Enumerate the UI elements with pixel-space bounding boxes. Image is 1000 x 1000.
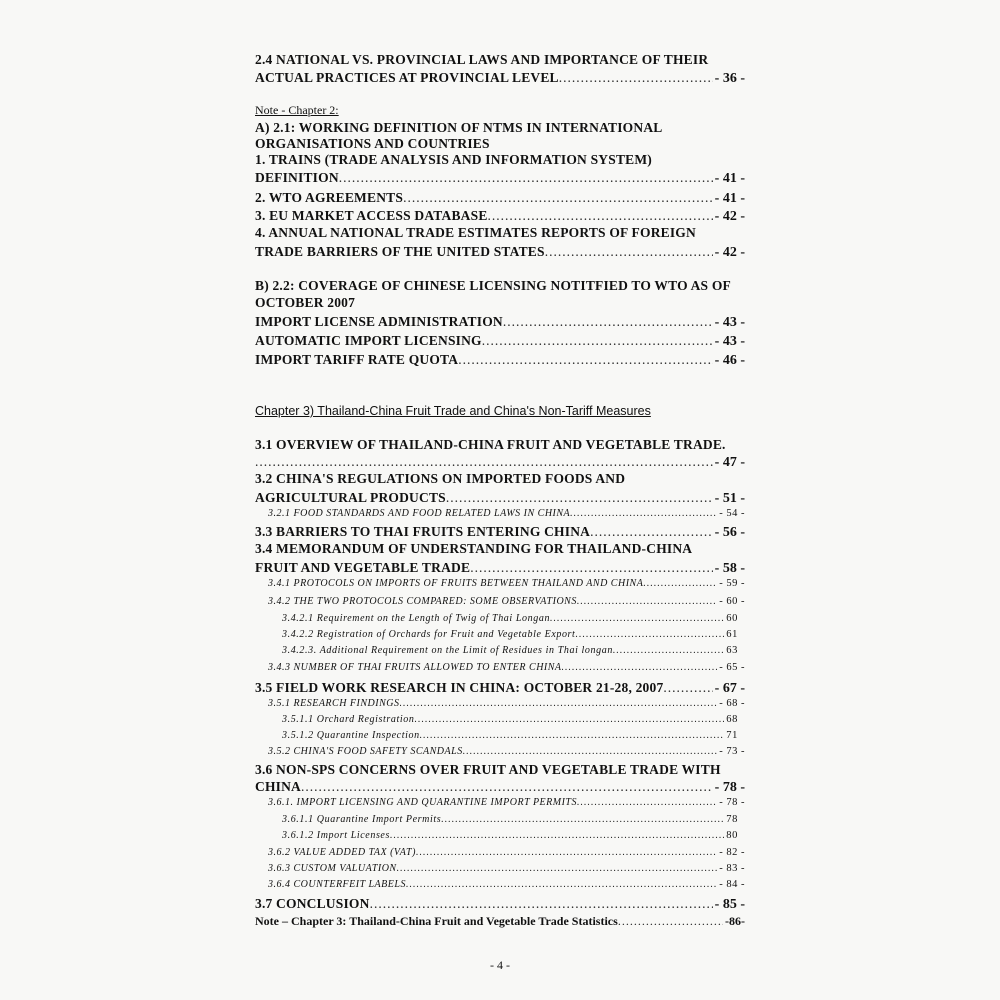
toc-entry-3-6-3[interactable]: 3.6.3 CUSTOM VALUATION ..... - 83 - [268, 863, 745, 874]
toc-entry-3-6[interactable]: CHINA ..... - 78 - [255, 779, 745, 796]
toc-entry-3-1[interactable]: ..... - 47 - [255, 454, 745, 471]
toc-entry-3-7[interactable]: 3.7 CONCLUSION ..... - 85 - [255, 896, 745, 913]
toc-entry-3-4-3[interactable]: 3.4.3 NUMBER OF THAI FRUITS ALLOWED TO ENTER CHINA ..... - 65 - [268, 662, 745, 673]
toc-entry-3-2-1[interactable]: 3.2.1 FOOD STANDARDS AND FOOD RELATED LAWS IN CHINA ..... - 54 - [268, 508, 745, 519]
toc-entry-automatic-import-licensing[interactable]: AUTOMATIC IMPORT LICENSING ..... - 43 - [255, 333, 745, 350]
note-2-a-line1: A) 2.1: WORKING DEFINITION OF NTMS IN INTERNATIONAL [255, 120, 663, 135]
toc-entry-3-1-title: 3.1 OVERVIEW OF THAILAND-CHINA FRUIT AND VEGETABLE TRADE. [255, 437, 726, 452]
page-number: - 4 - [490, 958, 510, 972]
toc-entry-3-6-line1: 3.6 NON-SPS CONCERNS OVER FRUIT AND VEGETABLE TRADE WITH [255, 762, 721, 777]
toc-entry-trains[interactable]: DEFINITION ..... - 41 - [255, 170, 745, 187]
toc-entry-note-chapter-3[interactable]: Note – Chapter 3: Thailand-China Fruit and Vegetable Trade Statistics ..... -86- [255, 914, 745, 929]
toc-entry-3-5-1-2[interactable]: 3.5.1.2 Quarantine Inspection ..... 71 [282, 730, 738, 741]
toc-entry-3-2-line1: 3.2 CHINA'S REGULATIONS ON IMPORTED FOODS AND [255, 471, 626, 486]
note-2-annual-line1: 4. ANNUAL NATIONAL TRADE ESTIMATES REPORTS OF FOREIGN [255, 225, 696, 240]
toc-entry-annual-reports[interactable]: TRADE BARRIERS OF THE UNITED STATES ..... - 42 - [255, 244, 745, 261]
toc-entry-import-tariff-rate-quota[interactable]: IMPORT TARIFF RATE QUOTA ..... - 46 - [255, 352, 745, 369]
toc-entry-2-4[interactable]: ACTUAL PRACTICES AT PROVINCIAL LEVEL ..... - 36 - [255, 70, 745, 87]
toc-entry-3-2[interactable]: AGRICULTURAL PRODUCTS ..... - 51 - [255, 490, 745, 507]
toc-entry-eu-database[interactable]: 3. EU MARKET ACCESS DATABASE ..... - 42 - [255, 208, 745, 225]
toc-entry-wto-agreements[interactable]: 2. WTO AGREEMENTS ..... - 41 - [255, 190, 745, 207]
toc-entry-3-5-1-1[interactable]: 3.5.1.1 Orchard Registration ..... 68 [282, 714, 738, 725]
toc-entry-3-4-2-1[interactable]: 3.4.2.1 Requirement on the Length of Twig of Thai Longan ..... 60 [282, 613, 738, 624]
toc-entry-3-3[interactable]: 3.3 BARRIERS TO THAI FRUITS ENTERING CHINA ..... - 56 - [255, 524, 745, 541]
toc-entry-3-6-4[interactable]: 3.6.4 COUNTERFEIT LABELS ..... - 84 - [268, 879, 745, 890]
chapter-3-heading[interactable]: Chapter 3) Thailand-China Fruit Trade and China's Non-Tariff Measures [255, 404, 651, 418]
toc-entry-3-6-1-2[interactable]: 3.6.1.2 Import Licenses ..... 80 [282, 830, 738, 841]
toc-entry-3-4-1[interactable]: 3.4.1 PROTOCOLS ON IMPORTS OF FRUITS BETWEEN THAILAND AND CHINA ..... - 59 - [268, 578, 745, 589]
note-2-a-line2: ORGANISATIONS AND COUNTRIES [255, 136, 490, 151]
toc-entry-3-5-1[interactable]: 3.5.1 RESEARCH FINDINGS ..... - 68 - [268, 698, 745, 709]
note-2-trains-line1: 1. TRAINS (TRADE ANALYSIS AND INFORMATION SYSTEM) [255, 152, 652, 167]
note-chapter-2-heading: Note - Chapter 2: [255, 103, 339, 117]
toc-entry-3-4-2[interactable]: 3.4.2 THE TWO PROTOCOLS COMPARED: SOME OBSERVATIONS ..... - 60 - [268, 596, 745, 607]
toc-entry-2-4-line1: 2.4 NATIONAL VS. PROVINCIAL LAWS AND IMPORTANCE OF THEIR [255, 52, 709, 67]
note-2-b-line2: OCTOBER 2007 [255, 295, 356, 310]
toc-entry-import-license-admin[interactable]: IMPORT LICENSE ADMINISTRATION ..... - 43 - [255, 314, 745, 331]
toc-entry-3-6-1[interactable]: 3.6.1. IMPORT LICENSING AND QUARANTINE IMPORT PERMITS ..... - 78 - [268, 797, 745, 808]
toc-entry-3-6-1-1[interactable]: 3.6.1.1 Quarantine Import Permits ..... 78 [282, 814, 738, 825]
toc-entry-3-4[interactable]: FRUIT AND VEGETABLE TRADE ..... - 58 - [255, 560, 745, 577]
toc-entry-3-5[interactable]: 3.5 FIELD WORK RESEARCH IN CHINA: OCTOBER 21-28, 2007 ..... - 67 - [255, 680, 745, 697]
toc-entry-3-4-2-2[interactable]: 3.4.2.2 Registration of Orchards for Fruit and Vegetable Export ..... 61 [282, 629, 738, 640]
note-2-b-line1: B) 2.2: COVERAGE OF CHINESE LICENSING NOTITFIED TO WTO AS OF [255, 278, 731, 293]
toc-entry-3-4-line1: 3.4 MEMORANDUM OF UNDERSTANDING FOR THAILAND-CHINA [255, 541, 693, 556]
toc-entry-3-4-2-3[interactable]: 3.4.2.3. Additional Requirement on the Limit of Residues in Thai longan ..... 63 [282, 645, 738, 656]
toc-entry-3-6-2[interactable]: 3.6.2 VALUE ADDED TAX (VAT) ..... - 82 - [268, 847, 745, 858]
toc-entry-3-5-2[interactable]: 3.5.2 CHINA'S FOOD SAFETY SCANDALS ..... - 73 - [268, 746, 745, 757]
